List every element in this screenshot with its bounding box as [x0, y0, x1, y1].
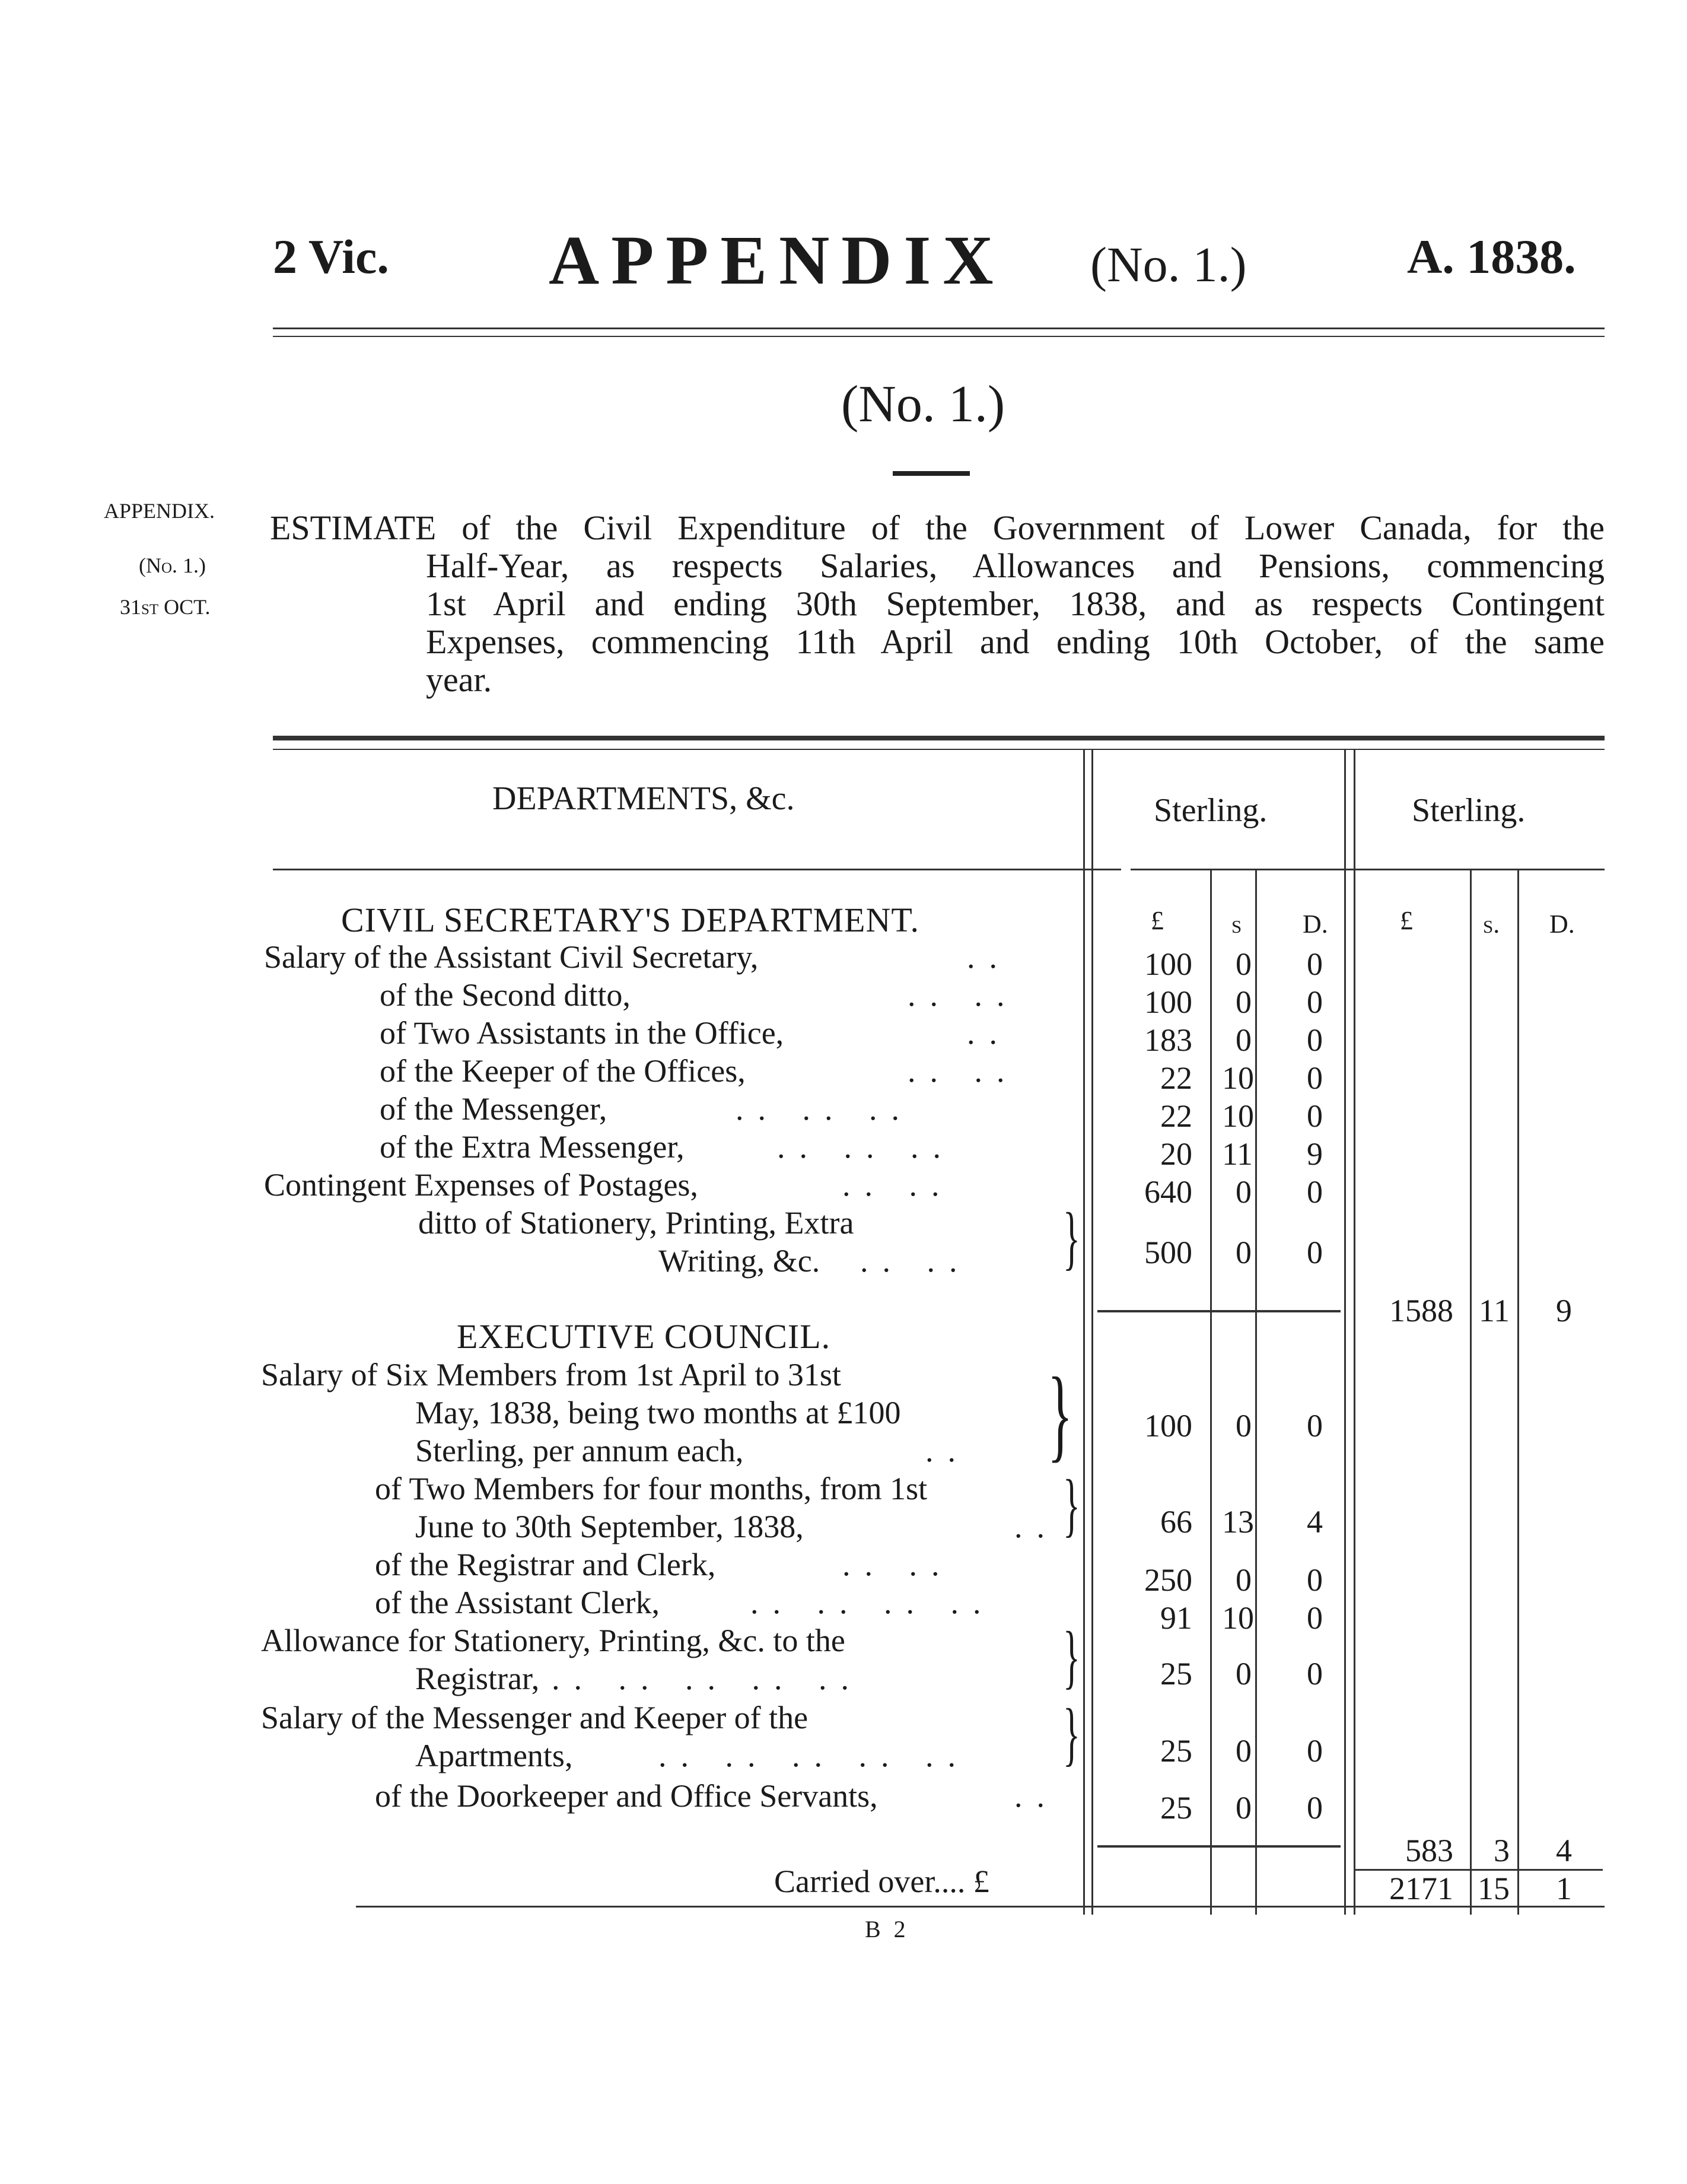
row-label-continued: Sterling, per annum each,: [415, 1433, 744, 1468]
margin-note-number: (No. 1.): [139, 554, 206, 577]
row-leader: ..: [925, 1433, 970, 1468]
section-title-civil-secretary: CIVIL SECRETARY'S DEPARTMENT.: [341, 901, 919, 939]
row-label-continued: Registrar,: [415, 1661, 540, 1696]
row-label: Salary of the Assistant Civil Secretary,: [264, 939, 759, 975]
cell-pence: 0: [1307, 1174, 1323, 1210]
cell-pence: 0: [1307, 1790, 1323, 1826]
col-rule-f: [1354, 749, 1355, 1915]
row-label: of the Extra Messenger,: [380, 1129, 685, 1165]
carried-pounds: 2171: [1389, 1871, 1453, 1906]
cell-shillings: 0: [1236, 1790, 1252, 1826]
cell-pounds: 25: [1160, 1790, 1192, 1826]
cell-pence: 0: [1307, 1733, 1323, 1769]
heading-line-5: year.: [426, 660, 492, 699]
row-leader: .. .. .. .. ..: [552, 1661, 863, 1696]
row-leader: .. ..: [908, 977, 1019, 1013]
row-leader: ..: [967, 1015, 1011, 1051]
cell-shillings: 13: [1222, 1504, 1254, 1540]
col-rule-b: [1091, 749, 1093, 1915]
heading-line-2: Half-Year, as respects Salaries, Allowances and Pensions, commencing: [426, 546, 1605, 585]
header-rule-left: [273, 869, 1121, 870]
row-leader: .. ..: [908, 1053, 1019, 1089]
row-label-continued: Writing, &c.: [658, 1243, 820, 1279]
cell-shillings: 10: [1222, 1600, 1254, 1636]
cell-pounds: 183: [1144, 1022, 1192, 1058]
col-rule-c: [1210, 869, 1212, 1915]
signature-mark: B 2: [865, 1916, 909, 1943]
unit-shillings-2: s.: [1483, 910, 1500, 939]
row-leader: .. .. ..: [777, 1129, 955, 1165]
cell-shillings: 0: [1236, 1562, 1252, 1598]
cell-pounds: 100: [1144, 946, 1192, 982]
heading-line-3: 1st April and ending 30th September, 1838, and as respects Contingent: [426, 584, 1605, 623]
unit-pence-1: D.: [1303, 910, 1328, 939]
subtotal-rule-2: [1097, 1845, 1341, 1848]
row-label: of the Messenger,: [380, 1091, 607, 1127]
col-rule-g: [1470, 869, 1472, 1915]
cell-pounds: 100: [1144, 984, 1192, 1020]
running-head-title: APPENDIX: [549, 221, 1005, 299]
row-label: of the Registrar and Clerk,: [375, 1547, 716, 1582]
row-label: Salary of the Messenger and Keeper of the: [261, 1700, 809, 1735]
total-pence: 9: [1556, 1293, 1572, 1328]
table-top-rule-thin: [273, 749, 1605, 750]
carried-pence: 1: [1556, 1871, 1572, 1906]
cell-pence: 0: [1307, 1600, 1323, 1636]
row-label-continued: June to 30th September, 1838,: [415, 1509, 804, 1544]
cell-pounds: 22: [1160, 1098, 1192, 1134]
carried-shillings: 15: [1478, 1871, 1510, 1906]
cell-shillings: 0: [1236, 1174, 1252, 1210]
brace-icon: }: [1063, 1617, 1080, 1696]
row-label: Contingent Expenses of Postages,: [264, 1167, 698, 1203]
cell-shillings: 0: [1236, 984, 1252, 1020]
brace-icon: }: [1063, 1198, 1080, 1277]
cell-shillings: 0: [1236, 1408, 1252, 1444]
cell-shillings: 0: [1236, 1656, 1252, 1692]
row-label-continued: Apartments,: [415, 1738, 573, 1773]
margin-note-date: 31st OCT.: [120, 595, 211, 619]
row-leader: ..: [1014, 1778, 1059, 1814]
section-title-executive-council: EXECUTIVE COUNCIL.: [457, 1317, 831, 1356]
row-label: Salary of Six Members from 1st April to 31st: [261, 1357, 841, 1393]
row-leader: .. ..: [842, 1167, 954, 1203]
row-label: of Two Members for four months, from 1st: [375, 1471, 928, 1506]
cell-pence: 0: [1307, 1562, 1323, 1598]
unit-pounds-1: £: [1151, 906, 1164, 935]
carried-over-label: Carried over.... £: [774, 1864, 989, 1899]
row-leader: .. .. .. ..: [750, 1585, 995, 1620]
cell-shillings: 0: [1236, 1022, 1252, 1058]
total-shillings: 3: [1494, 1833, 1510, 1868]
total-shillings: 11: [1479, 1293, 1510, 1328]
cell-pence: 0: [1307, 1022, 1323, 1058]
col-rule-d: [1255, 869, 1257, 1915]
unit-pounds-2: £: [1400, 906, 1413, 935]
cell-pence: 0: [1307, 1656, 1323, 1692]
unit-pence-2: D.: [1549, 910, 1575, 939]
total-pounds: 583: [1405, 1833, 1453, 1868]
brace-icon: }: [1063, 1694, 1080, 1773]
cell-pounds: 100: [1144, 1408, 1192, 1444]
head-rule-top: [273, 328, 1605, 329]
cell-pence: 0: [1307, 1098, 1323, 1134]
table-bottom-rule: [356, 1906, 1605, 1908]
header-rule-right: [1131, 869, 1605, 870]
col-rule-e: [1344, 749, 1346, 1915]
title-divider: [893, 471, 970, 476]
row-label-continued: May, 1838, being two months at £100: [415, 1395, 901, 1430]
cell-pounds: 66: [1160, 1504, 1192, 1540]
row-label: of the Keeper of the Offices,: [380, 1053, 746, 1089]
cell-shillings: 11: [1222, 1136, 1253, 1172]
head-rule-bottom: [273, 336, 1605, 337]
margin-note-appendix: APPENDIX.: [104, 499, 215, 523]
cell-pounds: 20: [1160, 1136, 1192, 1172]
cell-pounds: 25: [1160, 1656, 1192, 1692]
cell-pence: 0: [1307, 1235, 1323, 1270]
row-label: Allowance for Stationery, Printing, &c. to the: [261, 1623, 845, 1658]
row-label: of the Assistant Clerk,: [375, 1585, 660, 1620]
heading-line-1: ESTIMATE of the Civil Expenditure of the Government of Lower Canada, for the: [270, 508, 1605, 547]
cell-pence: 0: [1307, 946, 1323, 982]
running-head-number: (No. 1.): [1090, 237, 1247, 293]
col-head-departments: DEPARTMENTS, &c.: [492, 780, 795, 817]
row-leader: .. .. .. .. ..: [658, 1738, 970, 1773]
heading-line-4: Expenses, commencing 11th April and ending 10th October, of the same: [426, 622, 1605, 661]
cell-pounds: 22: [1160, 1060, 1192, 1096]
running-head-session: 2 Vic.: [273, 230, 389, 284]
cell-pounds: 500: [1144, 1235, 1192, 1270]
row-leader: ..: [967, 939, 1011, 975]
row-leader: ..: [1014, 1509, 1059, 1544]
row-label: ditto of Stationery, Printing, Extra: [418, 1205, 854, 1241]
cell-shillings: 0: [1236, 1733, 1252, 1769]
cell-pence: 0: [1307, 1408, 1323, 1444]
cell-shillings: 0: [1236, 946, 1252, 982]
row-label: of the Second ditto,: [380, 977, 631, 1013]
cell-shillings: 0: [1236, 1235, 1252, 1270]
unit-shillings-1: s: [1231, 910, 1242, 939]
cell-pence: 4: [1307, 1504, 1323, 1540]
cell-pounds: 250: [1144, 1562, 1192, 1598]
brace-icon: }: [1048, 1356, 1073, 1472]
total-pounds: 1588: [1389, 1293, 1453, 1328]
cell-pounds: 640: [1144, 1174, 1192, 1210]
col-rule-h: [1517, 869, 1519, 1915]
col-rule-a: [1083, 749, 1085, 1915]
table-top-rule: [273, 736, 1605, 740]
cell-pounds: 91: [1160, 1600, 1192, 1636]
cell-pounds: 25: [1160, 1733, 1192, 1769]
brace-icon: }: [1063, 1465, 1080, 1544]
cell-pence: 0: [1307, 984, 1323, 1020]
row-label: of the Doorkeeper and Office Servants,: [375, 1778, 878, 1814]
cell-shillings: 10: [1222, 1060, 1254, 1096]
subtotal-rule-1: [1097, 1310, 1341, 1312]
running-head-year: A. 1838.: [1407, 230, 1576, 284]
total-pence: 4: [1556, 1833, 1572, 1868]
row-leader: .. ..: [860, 1243, 972, 1279]
row-leader: .. ..: [842, 1547, 954, 1582]
cell-pence: 0: [1307, 1060, 1323, 1096]
row-leader: .. .. ..: [736, 1091, 913, 1127]
col-head-sterling-2: Sterling.: [1412, 792, 1526, 829]
cell-shillings: 10: [1222, 1098, 1254, 1134]
cell-pence: 9: [1307, 1136, 1323, 1172]
col-head-sterling-1: Sterling.: [1154, 792, 1268, 829]
document-number: (No. 1.): [841, 376, 1005, 433]
row-label: of Two Assistants in the Office,: [380, 1015, 784, 1051]
